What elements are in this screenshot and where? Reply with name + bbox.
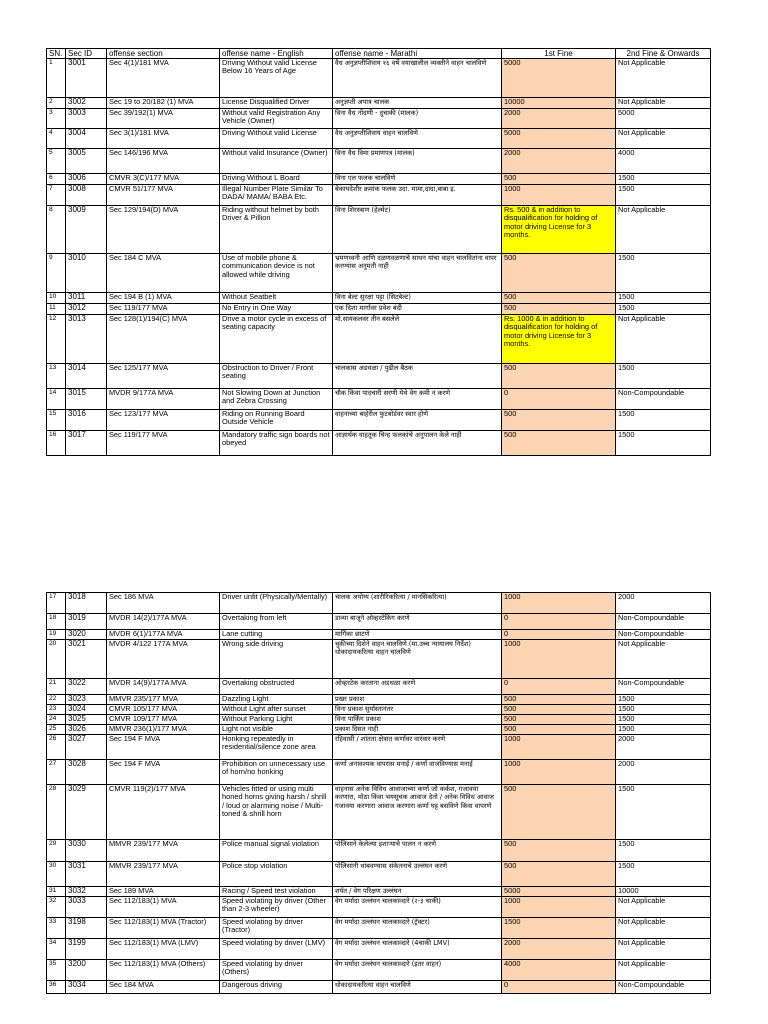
cell-second-fine: 1500 (616, 304, 711, 315)
cell-offense-name-english: Driving Without valid License Below 16 Years of Age (220, 59, 333, 98)
cell-offense-name-english: Mandatory traffic sign boards not obeyed (220, 431, 333, 456)
cell-first-fine: 500 (502, 840, 616, 862)
table-row (47, 304, 711, 315)
cell-sec-id: 3015 (66, 389, 107, 410)
cell-first-fine: 500 (502, 304, 616, 315)
cell-offense-section: Sec 119/177 MVA (107, 304, 220, 315)
cell-offense-name-marathi: विना बेल्ट सुरक्षा पट्टा (सिटबेल्ट) (333, 293, 502, 304)
cell-sec-id: 3027 (66, 735, 107, 760)
cell-offense-name-marathi: प्रखर प्रकाश (333, 695, 502, 705)
cell-sec-id: 3012 (66, 304, 107, 315)
cell-offense-section: MMVR 239/177 MVA (107, 840, 220, 862)
cell-first-fine: 500 (502, 695, 616, 705)
header-sec-id: Sec ID (66, 49, 107, 59)
cell-sn: 4 (47, 129, 66, 149)
cell-sec-id: 3029 (66, 785, 107, 840)
table-row (47, 206, 711, 254)
cell-first-fine: 500 (502, 254, 616, 293)
cell-second-fine: Not Applicable (616, 939, 711, 960)
cell-second-fine: Non-Compoundable (616, 679, 711, 695)
table-row (47, 315, 711, 364)
cell-sec-id: 3005 (66, 149, 107, 174)
cell-offense-name-marathi: कर्णा अनावश्यक वापरास मनाई / कर्णा वाजविण्यास मनाई (333, 760, 502, 785)
cell-sn: 10 (47, 293, 66, 304)
table-row (47, 59, 711, 98)
cell-first-fine: 2000 (502, 109, 616, 129)
cell-offense-section: MVDR 6(1)/177A MVA (107, 630, 220, 640)
table-row (47, 705, 711, 715)
cell-offense-section: Sec 184 MVA (107, 981, 220, 994)
cell-sec-id: 3018 (66, 593, 107, 614)
cell-offense-name-english: Honking repeatedly in residential/silence zone area (220, 735, 333, 760)
table-row (47, 630, 711, 640)
cell-sec-id: 3016 (66, 410, 107, 431)
cell-offense-name-marathi: वाहनाच्या बाहेरील फुटबोर्डवर स्वार होणे (333, 410, 502, 431)
cell-second-fine: Not Applicable (616, 129, 711, 149)
cell-offense-section: MVDR 9/177A MVA (107, 389, 220, 410)
table-row (47, 640, 711, 679)
cell-offense-section: MMVR 239/177 MVA (107, 862, 220, 887)
cell-second-fine: 1500 (616, 785, 711, 840)
cell-offense-name-english: License Disqualified Driver (220, 98, 333, 109)
cell-second-fine: Not Applicable (616, 59, 711, 98)
cell-sec-id: 3001 (66, 59, 107, 98)
cell-second-fine: Not Applicable (616, 315, 711, 364)
cell-sec-id: 3010 (66, 254, 107, 293)
cell-offense-name-english: Not Slowing Down at Junction and Zebra Crossing (220, 389, 333, 410)
cell-second-fine: Not Applicable (616, 960, 711, 981)
cell-sn: 26 (47, 735, 66, 760)
cell-offense-name-english: Police manual signal violation (220, 840, 333, 862)
cell-offense-name-marathi: विना वैध नोंदणी - दुचाकी (मालक) (333, 109, 502, 129)
cell-sec-id: 3017 (66, 431, 107, 456)
cell-offense-name-marathi: एक दिशा मार्गावर प्रवेश बंदी (333, 304, 502, 315)
cell-offense-name-english: Obstruction to Driver / Front seating (220, 364, 333, 389)
cell-first-fine: 500 (502, 705, 616, 715)
cell-offense-section: Sec 112/183(1) MVA (LMV) (107, 939, 220, 960)
cell-offense-name-marathi: चुकीच्या दिशेने वाहन चालविणे (मा.उच्च न्यायालय निर्देश) धोकादायकरित्या वाहन चालविणे (333, 640, 502, 679)
cell-sec-id: 3014 (66, 364, 107, 389)
cell-first-fine: 1000 (502, 897, 616, 918)
cell-offense-section: Sec 186 MVA (107, 593, 220, 614)
cell-first-fine: 500 (502, 410, 616, 431)
cell-offense-name-marathi: पोलिसांनी थांबवण्यास संकेतनाचे उल्लंघन करणे (333, 862, 502, 887)
cell-offense-name-marathi: वेग मर्यादा उल्लंघन चालकाव्दारे (4चाकी LMV) (333, 939, 502, 960)
cell-sec-id: 3003 (66, 109, 107, 129)
cell-second-fine: Non-Compoundable (616, 614, 711, 630)
cell-sn: 34 (47, 939, 66, 960)
cell-offense-section: MMVR 236(1)/177 MVA (107, 725, 220, 735)
cell-sn: 18 (47, 614, 66, 630)
table-row (47, 939, 711, 960)
table-row (47, 981, 711, 994)
cell-sn: 12 (47, 315, 66, 364)
cell-second-fine: 4000 (616, 149, 711, 174)
cell-sn: 9 (47, 254, 66, 293)
fines-table-2 (46, 592, 711, 994)
cell-first-fine: 0 (502, 981, 616, 994)
cell-sec-id: 3199 (66, 939, 107, 960)
cell-offense-section: CMVR 119(2)/177 MVA (107, 785, 220, 840)
cell-first-fine: 2000 (502, 939, 616, 960)
cell-sec-id: 3011 (66, 293, 107, 304)
cell-offense-section: Sec 146/196 MVA (107, 149, 220, 174)
cell-second-fine: 1500 (616, 862, 711, 887)
cell-second-fine: 1500 (616, 364, 711, 389)
table-row (47, 614, 711, 630)
cell-offense-section: Sec 128(1)/194(C) MVA (107, 315, 220, 364)
cell-offense-name-english: No Entry in One Way (220, 304, 333, 315)
cell-first-fine: 4000 (502, 960, 616, 981)
cell-offense-name-english: Overtaking obstructed (220, 679, 333, 695)
table-row (47, 389, 711, 410)
cell-sn: 14 (47, 389, 66, 410)
cell-offense-section: Sec 112/183(1) MVA (107, 897, 220, 918)
cell-offense-name-marathi: पोलिसाने केलेल्या इशाऱ्याचे पालन न करणे (333, 840, 502, 862)
cell-offense-section: CMVR 3(C)/177 MVA (107, 174, 220, 185)
cell-offense-name-english: Use of mobile phone & communication device is not allowed while driving (220, 254, 333, 293)
cell-sec-id: 3028 (66, 760, 107, 785)
cell-sn: 3 (47, 109, 66, 129)
cell-sec-id: 3031 (66, 862, 107, 887)
cell-second-fine: 1500 (616, 705, 711, 715)
cell-offense-section: CMVR 51/177 MVA (107, 185, 220, 206)
cell-offense-name-english: Illegal Number Plate Similar To DADA/ MAMA/ BABA Etc. (220, 185, 333, 206)
cell-offense-name-marathi: ओव्हरटेक करताना अडथळा करणे (333, 679, 502, 695)
cell-offense-name-english: Without Parking Light (220, 715, 333, 725)
cell-first-fine: 5000 (502, 887, 616, 897)
cell-offense-name-english: Drive a motor cycle in excess of seating capacity (220, 315, 333, 364)
cell-offense-section: Sec 125/177 MVA (107, 364, 220, 389)
cell-first-fine: 500 (502, 364, 616, 389)
header-sn: SN. (47, 49, 66, 59)
cell-offense-name-marathi: आज्ञार्थक वाहतूक चिन्ह फलकांचे अनुपालन केले नाही (333, 431, 502, 456)
cell-second-fine: 1500 (616, 715, 711, 725)
cell-second-fine: 1500 (616, 185, 711, 206)
cell-offense-section: Sec 3(1)/181 MVA (107, 129, 220, 149)
cell-offense-name-marathi: वैध अनुज्ञप्तीशिवाय १६ वर्षे वयाखालील व्यक्तीने वाहन चालविणे (333, 59, 502, 98)
cell-offense-name-english: Racing / Speed test violation (220, 887, 333, 897)
cell-sn: 24 (47, 715, 66, 725)
cell-offense-name-marathi: प्रकाश दिसत नाही (333, 725, 502, 735)
cell-second-fine: 1500 (616, 840, 711, 862)
cell-first-fine: 0 (502, 614, 616, 630)
cell-offense-section: Sec 112/183(1) MVA (Others) (107, 960, 220, 981)
cell-first-fine: 500 (502, 785, 616, 840)
cell-offense-name-english: Light not visible (220, 725, 333, 735)
cell-first-fine: 500 (502, 293, 616, 304)
cell-sn: 36 (47, 981, 66, 994)
cell-offense-section: Sec 189 MVA (107, 887, 220, 897)
cell-sec-id: 3025 (66, 715, 107, 725)
cell-second-fine: Not Applicable (616, 206, 711, 254)
cell-sn: 20 (47, 640, 66, 679)
cell-sec-id: 3034 (66, 981, 107, 994)
cell-sn: 15 (47, 410, 66, 431)
cell-second-fine: 1500 (616, 695, 711, 705)
cell-second-fine: Non-Compoundable (616, 389, 711, 410)
cell-offense-section: Sec 123/177 MVA (107, 410, 220, 431)
cell-first-fine: 2000 (502, 149, 616, 174)
cell-offense-name-english: Overtaking from left (220, 614, 333, 630)
cell-sn: 17 (47, 593, 66, 614)
header-offense-name-english: offense name - English (220, 49, 333, 59)
cell-offense-section: Sec 119/177 MVA (107, 431, 220, 456)
cell-offense-section: MVDR 14(2)/177A MVA (107, 614, 220, 630)
cell-offense-name-english: Without Light after sunset (220, 705, 333, 715)
cell-offense-name-english: Without Seatbelt (220, 293, 333, 304)
cell-offense-name-marathi: विना एल फलक चालविणे (333, 174, 502, 185)
cell-offense-section: Sec 184 C MVA (107, 254, 220, 293)
cell-sec-id: 3026 (66, 725, 107, 735)
cell-second-fine: 1500 (616, 293, 711, 304)
cell-second-fine: Not Applicable (616, 897, 711, 918)
cell-offense-name-marathi: बेकायदेशीर क्रमांक फलक उदा. मामा,दादा,बाबा इ. (333, 185, 502, 206)
cell-second-fine: Non-Compoundable (616, 981, 711, 994)
cell-offense-name-marathi: मार्गिका छाटणे (333, 630, 502, 640)
cell-sec-id: 3022 (66, 679, 107, 695)
cell-offense-section: Sec 39/192(1) MVA (107, 109, 220, 129)
cell-offense-name-english: Riding without helmet by both Driver & Pillion (220, 206, 333, 254)
cell-offense-name-marathi: शर्यत / वेग परिक्षण उल्लंघन (333, 887, 502, 897)
cell-offense-name-marathi: चालक अयोग्य (शारीरिकरित्या / मानसिकरित्या) (333, 593, 502, 614)
cell-offense-name-marathi: धोकादायकरित्या वाहन चालविणे (333, 981, 502, 994)
table-row (47, 364, 711, 389)
header-offense-name-marathi: offense name - Marathi (333, 49, 502, 59)
cell-second-fine: 1500 (616, 410, 711, 431)
cell-offense-name-english: Driver unfit (Physically/Mentally) (220, 593, 333, 614)
cell-sn: 16 (47, 431, 66, 456)
cell-sec-id: 3020 (66, 630, 107, 640)
cell-sn: 35 (47, 960, 66, 981)
cell-offense-name-english: Wrong side driving (220, 640, 333, 679)
cell-second-fine: 2000 (616, 735, 711, 760)
header-offense-section: offense section (107, 49, 220, 59)
table-row (47, 109, 711, 129)
cell-sec-id: 3009 (66, 206, 107, 254)
table-row (47, 725, 711, 735)
cell-second-fine: Non-Compoundable (616, 630, 711, 640)
cell-sec-id: 3024 (66, 705, 107, 715)
cell-offense-name-english: Dangerous driving (220, 981, 333, 994)
cell-offense-name-english: Riding on Running Board Outside Vehicle (220, 410, 333, 431)
cell-offense-section: Sec 112/183(1) MVA (Tractor) (107, 918, 220, 939)
cell-offense-name-english: Prohibition on unnecessary use of horn/no honking (220, 760, 333, 785)
cell-offense-name-marathi: विना प्रकाश सुर्यास्तानंतर (333, 705, 502, 715)
cell-first-fine: 1000 (502, 735, 616, 760)
cell-second-fine: 1500 (616, 431, 711, 456)
cell-offense-name-marathi: वेग मर्यादा उल्लंघन चालकाव्दारे (इतर वाहन) (333, 960, 502, 981)
cell-second-fine: Not Applicable (616, 640, 711, 679)
cell-first-fine: Rs. 500 & in addition to disqualification for holding of motor driving License for 3 months. (502, 206, 616, 254)
cell-offense-name-english: Speed violating by driver (LMV) (220, 939, 333, 960)
cell-second-fine: 2000 (616, 593, 711, 614)
cell-offense-name-marathi: चौक किंवा पादचारी सरणी येथे वेग कमी न करणे (333, 389, 502, 410)
table-row (47, 960, 711, 981)
cell-offense-name-marathi: वैध अनुज्ञप्तीशिवाय वाहन चालविणे (333, 129, 502, 149)
table-row (47, 254, 711, 293)
cell-sn: 30 (47, 862, 66, 887)
cell-first-fine: 500 (502, 715, 616, 725)
cell-sn: 13 (47, 364, 66, 389)
cell-first-fine: 1000 (502, 593, 616, 614)
cell-first-fine: 1000 (502, 760, 616, 785)
cell-second-fine: 10000 (616, 887, 711, 897)
cell-offense-section: Sec 194 F MVA (107, 760, 220, 785)
cell-offense-name-english: Dazzling Light (220, 695, 333, 705)
cell-sec-id: 3002 (66, 98, 107, 109)
table-row (47, 735, 711, 760)
cell-offense-name-english: Driving Without L Board (220, 174, 333, 185)
table-row (47, 410, 711, 431)
cell-first-fine: 5000 (502, 59, 616, 98)
cell-offense-section: MVDR 4/122 177A MVA (107, 640, 220, 679)
cell-sec-id: 3013 (66, 315, 107, 364)
table-row (47, 98, 711, 109)
table-row (47, 185, 711, 206)
fines-table-1 (46, 48, 711, 456)
table-row (47, 862, 711, 887)
table-row (47, 785, 711, 840)
cell-offense-name-marathi: भ्रमणध्वनी आणि दळणवळणाचे साधन यांचा वाहन चालवितांना वापर करण्यास अनुमती नाही (333, 254, 502, 293)
cell-offense-name-marathi: वाहनास अनेक विविध आवाजाच्या कर्णा जो कर्कश, गजावया करणारा, मोठा किंवा भयसूचक आवाज देतो / अनेक विविध आवाज गजावया करणारा आवाज करणारा कर्णा घट्ट बसविणे किंवा वापरणे (333, 785, 502, 840)
cell-first-fine: 500 (502, 431, 616, 456)
cell-first-fine: 5000 (502, 129, 616, 149)
cell-offense-name-marathi: मो.सायकलवर तीन बसलेले (333, 315, 502, 364)
cell-second-fine: 1500 (616, 174, 711, 185)
cell-sn: 33 (47, 918, 66, 939)
cell-sec-id: 3198 (66, 918, 107, 939)
cell-sn: 2 (47, 98, 66, 109)
cell-first-fine: 0 (502, 630, 616, 640)
cell-sn: 31 (47, 887, 66, 897)
cell-sn: 21 (47, 679, 66, 695)
header-first-fine: 1st Fine (502, 49, 616, 59)
table-row (47, 174, 711, 185)
cell-sec-id: 3021 (66, 640, 107, 679)
cell-offense-name-marathi: विना वैध विमा प्रमाणपत्र (मालक) (333, 149, 502, 174)
table-row (47, 679, 711, 695)
cell-offense-name-english: Without valid Insurance (Owner) (220, 149, 333, 174)
table-row (47, 887, 711, 897)
table-row (47, 695, 711, 705)
cell-first-fine: 10000 (502, 98, 616, 109)
table-row (47, 593, 711, 614)
cell-offense-name-marathi: विना शिरस्त्राण (हेल्मेट) (333, 206, 502, 254)
cell-second-fine: 1500 (616, 725, 711, 735)
cell-offense-name-english: Speed violating by driver (Others) (220, 960, 333, 981)
cell-offense-section: Sec 194 B (1) MVA (107, 293, 220, 304)
cell-sec-id: 3006 (66, 174, 107, 185)
table-row (47, 149, 711, 174)
cell-offense-name-marathi: वेग मर्यादा उल्लंघन चालकाव्दारे (ट्रॅक्टर) (333, 918, 502, 939)
cell-offense-name-english: Without valid Registration Any Vehicle (Owner) (220, 109, 333, 129)
cell-offense-name-marathi: विना पार्किंग प्रकाश (333, 715, 502, 725)
cell-offense-name-english: Speed violating by driver (Other than 2-3 wheeler) (220, 897, 333, 918)
cell-offense-name-marathi: डाव्या बाजूने ओव्हरटेकिंग करणे (333, 614, 502, 630)
table-row (47, 840, 711, 862)
table-row (47, 760, 711, 785)
cell-offense-name-english: Police stop violation (220, 862, 333, 887)
cell-sec-id: 3023 (66, 695, 107, 705)
cell-offense-section: Sec 194 F MVA (107, 735, 220, 760)
cell-sec-id: 3019 (66, 614, 107, 630)
cell-sn: 32 (47, 897, 66, 918)
header-row (47, 49, 711, 59)
cell-sn: 8 (47, 206, 66, 254)
cell-first-fine: 500 (502, 725, 616, 735)
cell-offense-section: CMVR 109/177 MVA (107, 715, 220, 725)
cell-offense-name-english: Lane cutting (220, 630, 333, 640)
table-row (47, 129, 711, 149)
cell-first-fine: 500 (502, 174, 616, 185)
cell-sec-id: 3008 (66, 185, 107, 206)
cell-offense-name-english: Speed violating by driver (Tractor) (220, 918, 333, 939)
cell-sn: 19 (47, 630, 66, 640)
cell-first-fine: 500 (502, 862, 616, 887)
cell-offense-section: Sec 129/194(D) MVA (107, 206, 220, 254)
table-row (47, 715, 711, 725)
table-row (47, 897, 711, 918)
cell-offense-section: CMVR 105/177 MVA (107, 705, 220, 715)
cell-offense-name-marathi: अनुज्ञप्ती अपात्र चालक (333, 98, 502, 109)
cell-sn: 27 (47, 760, 66, 785)
cell-second-fine: Not Applicable (616, 98, 711, 109)
cell-offense-section: MVDR 14(9)/177A MVA (107, 679, 220, 695)
header-second-fine: 2nd Fine & Onwards (616, 49, 711, 59)
cell-sn: 5 (47, 149, 66, 174)
cell-sec-id: 3200 (66, 960, 107, 981)
cell-sn: 25 (47, 725, 66, 735)
cell-sec-id: 3033 (66, 897, 107, 918)
cell-second-fine: 1500 (616, 254, 711, 293)
cell-sn: 7 (47, 185, 66, 206)
cell-sn: 6 (47, 174, 66, 185)
cell-offense-section: Sec 19 to 20/182 (1) MVA (107, 98, 220, 109)
cell-sn: 28 (47, 785, 66, 840)
cell-first-fine: 0 (502, 679, 616, 695)
cell-sec-id: 3004 (66, 129, 107, 149)
table-row (47, 918, 711, 939)
cell-sn: 22 (47, 695, 66, 705)
cell-second-fine: Not Applicable (616, 918, 711, 939)
cell-offense-name-english: Vehicles fitted or using multi honed horns giving harsh / shrill / loud or alarming noise / Multi-toned & shrill horn (220, 785, 333, 840)
cell-sn: 1 (47, 59, 66, 98)
cell-first-fine: Rs. 1000 & in addition to disqualification for holding of motor driving License for 3 months. (502, 315, 616, 364)
cell-offense-name-marathi: वेग मर्यादा उल्लंघन चालकाव्दारे (२-३ चाकी) (333, 897, 502, 918)
cell-sec-id: 3032 (66, 887, 107, 897)
cell-second-fine: 2000 (616, 760, 711, 785)
cell-offense-name-marathi: चालकास अडथळा / पुढील बैठक (333, 364, 502, 389)
cell-offense-name-english: Driving Without valid License (220, 129, 333, 149)
cell-offense-section: MMVR 235/177 MVA (107, 695, 220, 705)
cell-sec-id: 3030 (66, 840, 107, 862)
cell-offense-name-marathi: रहिवासी / शांतता क्षेत्रात कर्णावर वारंवार करणे (333, 735, 502, 760)
table-row (47, 293, 711, 304)
cell-first-fine: 1000 (502, 185, 616, 206)
cell-second-fine: 5000 (616, 109, 711, 129)
cell-sn: 23 (47, 705, 66, 715)
table-row (47, 431, 711, 456)
cell-first-fine: 1000 (502, 640, 616, 679)
cell-offense-section: Sec 4(1)/181 MVA (107, 59, 220, 98)
cell-sn: 11 (47, 304, 66, 315)
cell-first-fine: 1500 (502, 918, 616, 939)
cell-sn: 29 (47, 840, 66, 862)
cell-first-fine: 0 (502, 389, 616, 410)
